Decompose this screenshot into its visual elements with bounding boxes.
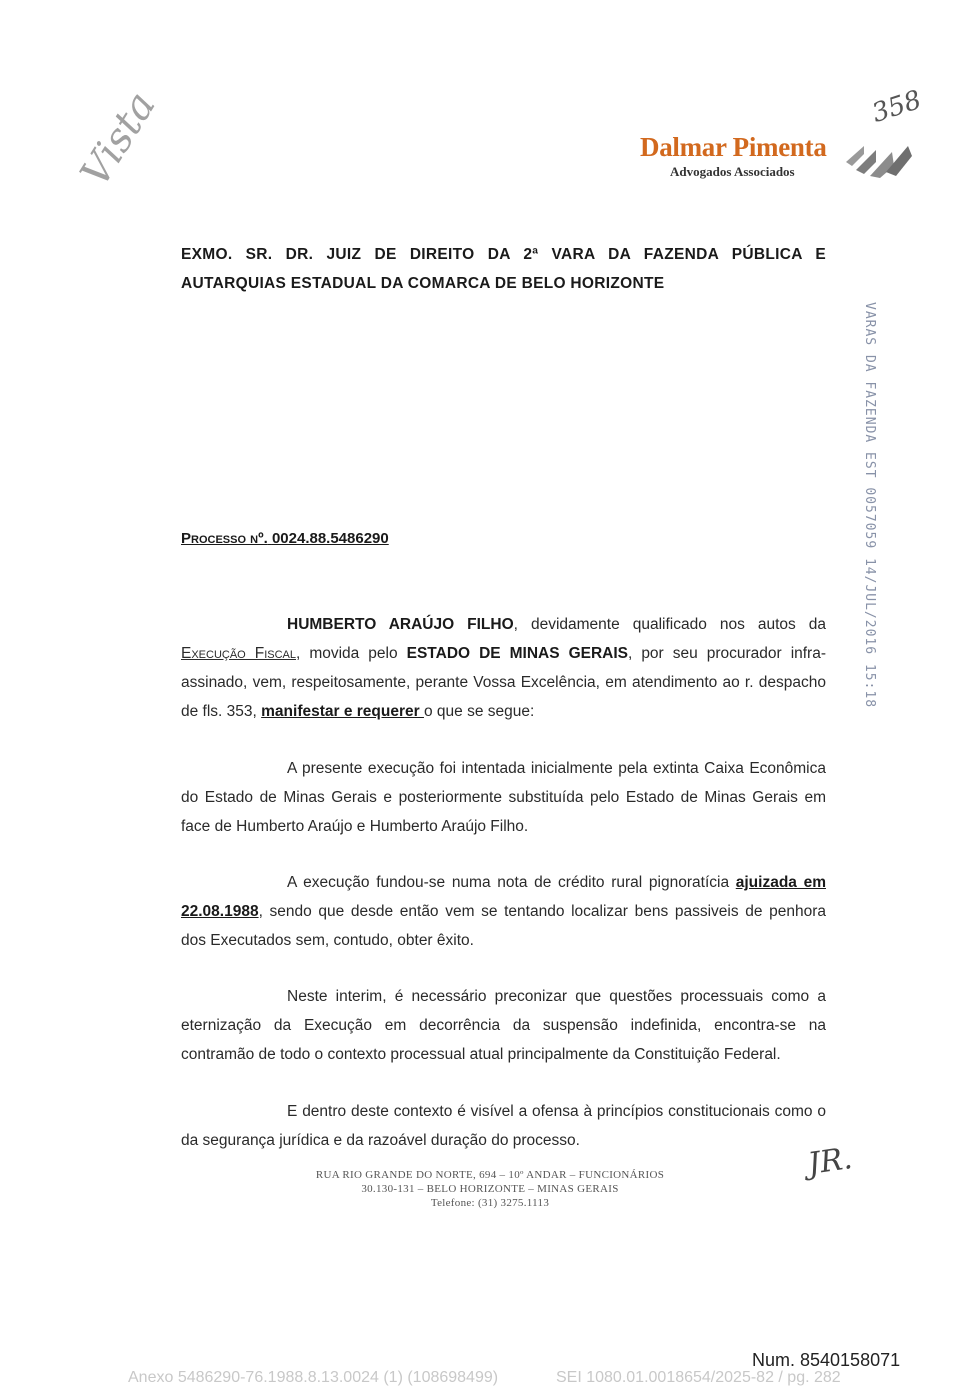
process-number [181, 530, 389, 547]
paragraph-text: A presente execução foi intentada inicialmente pela extinta Caixa Econômica do Estado de Minas Gerais e posteriormente substituída pelo Estado de Minas Gerais em face de Humberto Araújo e Humberto Araújo Filho. [181, 760, 826, 835]
footer-phone: Telefone: (31) 3275.1113 [430, 1197, 550, 1209]
firm-name: Dalmar Pimenta [640, 132, 827, 162]
footer-city: 30.130-131 – BELO HORIZONTE – MINAS GERAIS [361, 1183, 619, 1195]
paragraph-constitutional [181, 1097, 826, 1155]
paragraph-text: , sendo que desde então vem se tentando localizar bens passiveis de penhora dos Executados sem, contudo, obter êxito. [181, 903, 826, 949]
paragraph-text: , movida pelo [296, 645, 407, 662]
paragraph-text: A execução fundou-se numa nota de crédito rural pignoratícia [287, 874, 736, 891]
annex-reference: Anexo 5486290-76.1988.8.13.0024 (1) (108698499) [128, 1369, 499, 1386]
addressee-heading: EXMO. SR. DR. JUIZ DE DIREITO DA 2ª VARA DA FAZENDA PÚBLICA E AUTARQUIAS ESTADUAL DA COMARCA DE BELO HORIZONTE [181, 246, 826, 292]
paragraph-text: Neste interim, é necessário preconizar que questões processuais como a eternização da Execução em decorrência da suspensão indefinida, encontra-se na contramão de todo o contexto processual atual principalmente da Constituição Federal. [181, 988, 826, 1063]
request-phrase: manifestar e requerer [261, 703, 424, 720]
paragraph-text: , devidamente qualificado nos autos da [513, 616, 827, 633]
footer-address [290, 1168, 690, 1210]
plaintiff-name: ESTADO DE MINAS GERAIS [406, 645, 628, 662]
filing-stamp: VARAS DA FAZENDA EST 0057059 14/JUL/2016 15:18 [862, 302, 877, 709]
paragraph-text: E dentro deste contexto é visível a ofensa à princípios constitucionais como o da segurança jurídica e da razoável duração do processo. [181, 1103, 826, 1149]
filing-date: ajuizada em 22.08.1988 [181, 874, 826, 920]
action-type: Execução Fiscal [181, 645, 297, 662]
handwritten-vista-note: Vista [72, 83, 165, 195]
firm-subtitle: Advogados Associados [670, 164, 795, 179]
sei-reference: SEI 1080.01.0018654/2025-82 / pg. 282 [556, 1369, 841, 1386]
process-number-value: 0024.88.5486290 [271, 530, 389, 547]
firm-logo-icon [842, 132, 914, 178]
process-label: Processo nº. [181, 530, 268, 547]
handwritten-initials: JR. [805, 1141, 855, 1182]
footer-street: RUA RIO GRANDE DO NORTE, 694 – 10º ANDAR – FUNCIONÁRIOS [315, 1169, 665, 1181]
paragraph-text: o que se segue: [423, 703, 535, 720]
handwritten-page-number: 358 [868, 85, 926, 129]
paragraph-intro [181, 610, 826, 726]
paragraph-credit-note [181, 868, 826, 955]
document-number: Num. 8540158071 [752, 1350, 901, 1370]
petitioner-name: HUMBERTO ARAÚJO FILHO [287, 616, 514, 633]
paragraph-execution-history [181, 754, 826, 841]
paragraph-interim [181, 982, 826, 1069]
paragraph-text: , por seu procurador infra-assinado, vem, respeitosamente, perante Vossa Excelência, em atendimento ao r. despacho de fls. 353, [181, 645, 827, 720]
